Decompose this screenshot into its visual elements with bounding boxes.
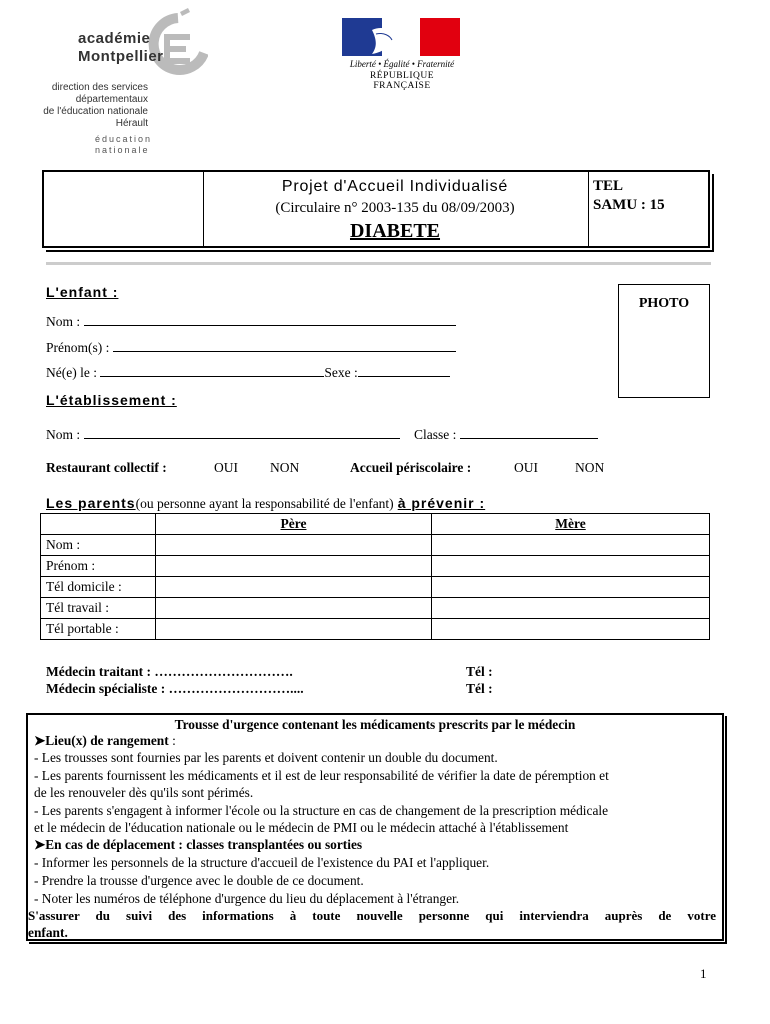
doctor-traitant-tel: Tél : bbox=[466, 664, 493, 679]
child-nom-label: Nom : bbox=[46, 314, 81, 329]
section-parents bbox=[46, 495, 485, 513]
samu-number: SAMU : 15 bbox=[593, 197, 665, 213]
kit-line: - Prendre la trousse d'urgence avec le double de ce document. bbox=[34, 873, 364, 888]
kit-line: - Les trousses sont fournies par les parents et doivent contenir un double du document. bbox=[34, 750, 498, 765]
parents-section-note: (ou personne ayant la responsabilité de l'enfant) bbox=[135, 496, 394, 511]
kit-line: - Les parents s'engagent à informer l'école ou la structure en cas de changement de la prescription médicale bbox=[34, 803, 609, 818]
separator bbox=[46, 262, 711, 265]
section-child: L'enfant : bbox=[46, 284, 119, 300]
academie-logo bbox=[40, 8, 200, 158]
row-label: Tél travail : bbox=[41, 598, 156, 619]
mere-cell[interactable] bbox=[432, 577, 710, 598]
pere-cell[interactable] bbox=[156, 535, 432, 556]
academie-name-1: académie bbox=[78, 30, 151, 47]
table-row bbox=[41, 556, 710, 577]
restaurant-label: Restaurant collectif : bbox=[46, 460, 167, 475]
school-nom-row bbox=[46, 426, 400, 443]
form-subtitle: (Circulaire n° 2003-135 du 08/09/2003) bbox=[275, 200, 515, 216]
kit-line: - Les parents fournissent les médicaments et il est de leur responsabilité de vérifier la date de péremption et bbox=[34, 768, 609, 783]
academie-edu-line: éducation bbox=[95, 134, 153, 144]
mere-cell[interactable] bbox=[432, 535, 710, 556]
academie-dept-line: départementaux bbox=[75, 94, 148, 105]
pere-cell[interactable] bbox=[156, 556, 432, 577]
kit-deplacement-label: En cas de déplacement : classes transplantées ou sorties bbox=[45, 837, 363, 852]
mere-cell[interactable] bbox=[432, 598, 710, 619]
row-label: Nom : bbox=[41, 535, 156, 556]
table-row bbox=[41, 619, 710, 640]
academie-dept-line: direction des services bbox=[51, 82, 148, 93]
kit-line: de les renouveler dès qu'ils sont périmés. bbox=[34, 785, 254, 800]
periscolaire-oui-option[interactable]: OUI bbox=[514, 460, 538, 475]
row-label: Prénom : bbox=[41, 556, 156, 577]
page-number: 1 bbox=[700, 966, 707, 981]
table-row bbox=[41, 535, 710, 556]
parents-table bbox=[40, 513, 710, 640]
table-header-row bbox=[41, 514, 710, 535]
rf-motto: Liberté • Égalité • Fraternité bbox=[349, 59, 455, 69]
child-prenom-field[interactable] bbox=[113, 339, 456, 352]
row-label: Tél portable : bbox=[41, 619, 156, 640]
col-mere: Mère bbox=[432, 514, 710, 535]
restaurant-non-option[interactable]: NON bbox=[270, 460, 300, 475]
child-sexe-field[interactable] bbox=[358, 364, 450, 377]
pere-cell[interactable] bbox=[156, 619, 432, 640]
kit-final-line-2: enfant. bbox=[28, 925, 68, 940]
school-classe-field[interactable] bbox=[460, 426, 598, 439]
tel-label: TEL bbox=[593, 178, 624, 194]
kit-lieu-row bbox=[34, 732, 176, 749]
child-birth-field[interactable] bbox=[100, 364, 324, 377]
child-prenom-label: Prénom(s) : bbox=[46, 340, 110, 355]
kit-deplacement-row bbox=[34, 836, 362, 853]
pere-cell[interactable] bbox=[156, 577, 432, 598]
mere-cell[interactable] bbox=[432, 556, 710, 577]
periscolaire-label: Accueil périscolaire : bbox=[350, 460, 472, 475]
kit-line: et le médecin de l'éducation nationale ou le médecin de PMI ou le médecin attaché à l'établissement bbox=[34, 820, 569, 835]
kit-title: Trousse d'urgence contenant les médicaments prescrits par le médecin bbox=[174, 717, 576, 732]
doctor-specialiste-tel: Tél : bbox=[466, 681, 493, 696]
academie-edu-line: nationale bbox=[95, 145, 150, 155]
arrow-icon: ➤ bbox=[34, 733, 46, 748]
school-nom-label: Nom : bbox=[46, 427, 81, 442]
academie-dept-line: de l'éducation nationale bbox=[43, 106, 148, 117]
form-title: Projet d'Accueil Individualisé bbox=[281, 178, 509, 195]
child-sexe-label: Sexe : bbox=[324, 365, 358, 380]
school-classe-row bbox=[414, 426, 598, 443]
photo-label: PHOTO bbox=[638, 296, 690, 311]
school-classe-label: Classe : bbox=[414, 427, 457, 442]
kit-line: - Informer les personnels de la structure d'accueil de l'existence du PAI et l'appliquer. bbox=[34, 855, 490, 870]
child-birth-row bbox=[46, 364, 450, 381]
kit-lieu-label: Lieu(x) de rangement bbox=[45, 733, 169, 748]
child-nom-field[interactable] bbox=[84, 313, 456, 326]
col-pere: Père bbox=[156, 514, 432, 535]
school-nom-field[interactable] bbox=[84, 426, 400, 439]
pere-cell[interactable] bbox=[156, 598, 432, 619]
republique-logo bbox=[342, 18, 462, 91]
kit-lieu-colon: : bbox=[168, 733, 176, 748]
parents-section-bold: Les parents bbox=[46, 495, 136, 511]
child-birth-label: Né(e) le : bbox=[46, 365, 97, 380]
doctor-traitant: Médecin traitant : …………………………. bbox=[46, 664, 293, 679]
child-nom-row bbox=[46, 313, 456, 330]
academie-name-2: Montpellier bbox=[78, 48, 164, 65]
kit-final-line: S'assurer du suivi des informations à toute nouvelle personne qui interviendra auprès de votre bbox=[28, 908, 716, 923]
marianne-flag-icon bbox=[342, 18, 460, 56]
table-row bbox=[41, 577, 710, 598]
child-prenom-row bbox=[46, 339, 456, 356]
form-topic: DIABETE bbox=[349, 220, 441, 242]
academie-dept-line: Hérault bbox=[115, 118, 148, 129]
doctor-specialiste: Médecin spécialiste : ……………………….... bbox=[46, 681, 304, 696]
table-row bbox=[41, 598, 710, 619]
photo-box[interactable] bbox=[618, 284, 710, 398]
kit-line: - Noter les numéros de téléphone d'urgence du lieu du déplacement à l'étranger. bbox=[34, 891, 460, 906]
table-cell bbox=[41, 514, 156, 535]
arrow-icon: ➤ bbox=[34, 837, 46, 852]
row-label: Tél domicile : bbox=[41, 577, 156, 598]
section-school: L'établissement : bbox=[46, 392, 177, 408]
restaurant-oui-option[interactable]: OUI bbox=[214, 460, 238, 475]
rf-name: RÉPUBLIQUE FRANÇAISE bbox=[369, 71, 435, 91]
mere-cell[interactable] bbox=[432, 619, 710, 640]
periscolaire-non-option[interactable]: NON bbox=[575, 460, 605, 475]
parents-section-end: à prévenir : bbox=[397, 495, 486, 511]
